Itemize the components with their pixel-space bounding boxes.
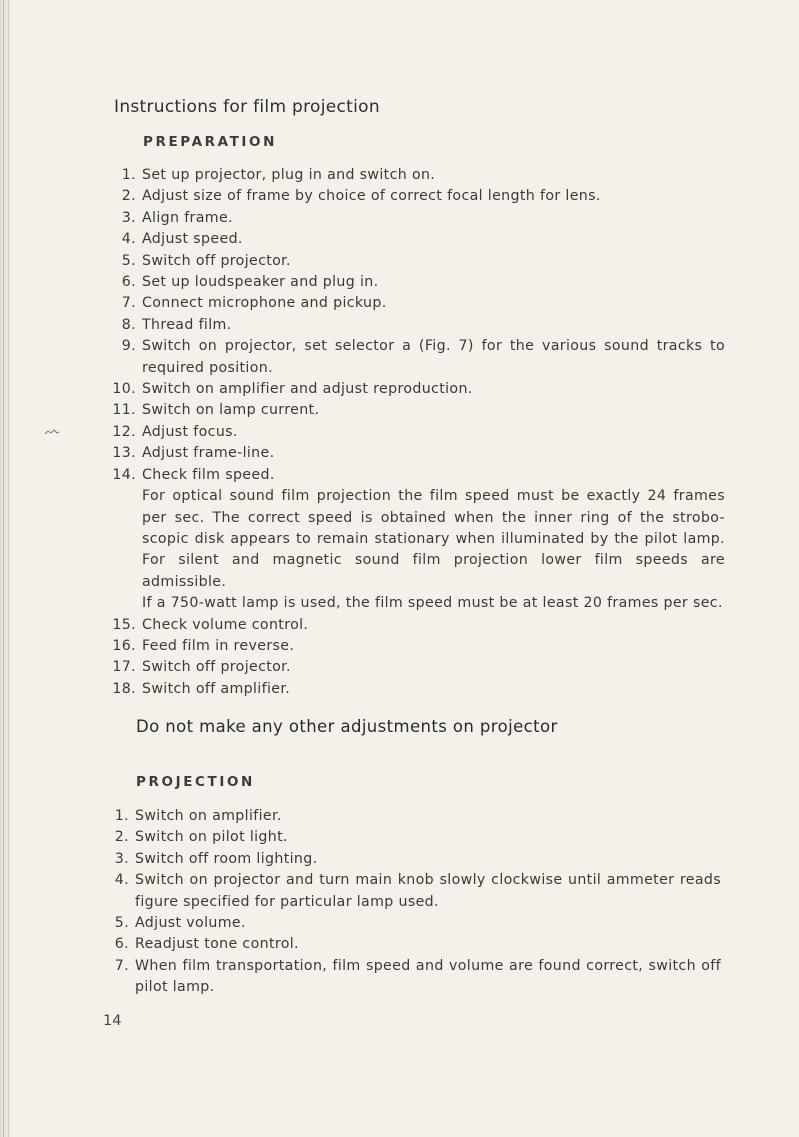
step-number: 4. bbox=[114, 872, 129, 889]
list-item bbox=[104, 251, 725, 272]
step-number: 5. bbox=[114, 915, 129, 932]
list-item bbox=[104, 208, 725, 229]
step-text: Adjust frame-line. bbox=[142, 445, 275, 462]
step-number: 10. bbox=[112, 381, 136, 398]
list-item bbox=[104, 336, 725, 379]
step-text: Connect microphone and pickup. bbox=[142, 295, 387, 312]
step-text: Check volume control. bbox=[142, 616, 309, 633]
step-number: 1. bbox=[114, 808, 129, 824]
step-number: 16. bbox=[112, 637, 136, 654]
list-item bbox=[104, 636, 725, 657]
list-item bbox=[104, 229, 725, 250]
step-text: Adjust volume. bbox=[135, 915, 246, 932]
step-number: 2. bbox=[121, 188, 136, 205]
list-item bbox=[97, 934, 721, 955]
list-item bbox=[97, 849, 721, 870]
step-number: 12. bbox=[112, 423, 136, 440]
step-number: 14. bbox=[112, 466, 136, 483]
step-text: Readjust tone control. bbox=[135, 936, 299, 953]
list-item bbox=[104, 657, 725, 678]
list-item bbox=[104, 422, 725, 443]
step-text-block bbox=[142, 465, 725, 615]
projection-heading: PROJECTION bbox=[136, 774, 255, 790]
step-number: 7. bbox=[121, 295, 136, 312]
step-text: Check film speed. bbox=[142, 466, 275, 483]
step-number: 6. bbox=[114, 936, 129, 953]
binding-line bbox=[3, 0, 4, 1137]
list-item bbox=[97, 806, 721, 827]
step-number: 5. bbox=[121, 252, 136, 269]
step-number: 3. bbox=[121, 209, 136, 226]
preparation-steps-list bbox=[104, 165, 725, 700]
step-text: Switch off room lighting. bbox=[135, 850, 318, 867]
step-text: Feed film in reverse. bbox=[142, 637, 295, 654]
step-text: Switch on pilot light. bbox=[135, 829, 288, 846]
step-text: Align frame. bbox=[142, 209, 233, 226]
projection-steps-list bbox=[97, 806, 721, 999]
step-number: 3. bbox=[114, 850, 129, 867]
step-number: 7. bbox=[114, 957, 129, 974]
list-item bbox=[97, 913, 721, 934]
list-item bbox=[104, 679, 725, 700]
step-number: 8. bbox=[121, 316, 136, 333]
step-text: Switch off projector. bbox=[142, 659, 291, 676]
step-number: 13. bbox=[112, 445, 136, 462]
list-item bbox=[104, 615, 725, 636]
step-text: Switch off projector. bbox=[142, 252, 291, 269]
list-item bbox=[97, 956, 721, 999]
step-number: 9. bbox=[121, 338, 136, 355]
step-text: Adjust speed. bbox=[142, 231, 243, 248]
step-text: Set up loudspeaker and plug in. bbox=[142, 274, 379, 291]
step-number: 18. bbox=[112, 680, 136, 697]
binding-line bbox=[8, 0, 9, 1137]
step-text: Set up projector, plug in and switch on. bbox=[142, 167, 436, 183]
ink-smudge-mark bbox=[44, 428, 60, 436]
step-number: 11. bbox=[112, 402, 136, 419]
step-text: Switch on projector, set selector a (Fig. 7) for the various sound tracks to required position. bbox=[142, 338, 725, 376]
list-item bbox=[104, 293, 725, 314]
list-item bbox=[104, 379, 725, 400]
list-item bbox=[97, 827, 721, 848]
step-text: Adjust focus. bbox=[142, 423, 238, 440]
list-item bbox=[97, 870, 721, 913]
page-number: 14 bbox=[103, 1013, 122, 1029]
step-number: 1. bbox=[121, 167, 136, 183]
list-item bbox=[104, 315, 725, 336]
preparation-heading: PREPARATION bbox=[143, 134, 278, 150]
step-text: Adjust size of frame by choice of correct focal length for lens. bbox=[142, 188, 601, 205]
list-item bbox=[104, 272, 725, 293]
step-number: 4. bbox=[121, 231, 136, 248]
warning-heading: Do not make any other adjustments on projector bbox=[136, 717, 558, 736]
speed-note-paragraph: For optical sound film projection the film speed must be exactly 24 frames per sec. The correct speed is obtained when the inner ring of the strobo-scopic disk appears to remain stationary when illuminated by the pilot lamp. For silent and magnetic sound film projection lower film speeds are admissible. bbox=[142, 488, 725, 590]
page-title: Instructions for film projection bbox=[114, 97, 380, 117]
step-text: Switch on amplifier. bbox=[135, 808, 282, 824]
step-number: 15. bbox=[112, 616, 136, 633]
list-item bbox=[104, 186, 725, 207]
step-number: 17. bbox=[112, 659, 136, 676]
list-item bbox=[104, 443, 725, 464]
step-text: Switch off amplifier. bbox=[142, 680, 291, 697]
step-number: 6. bbox=[121, 274, 136, 291]
step-text: Switch on lamp current. bbox=[142, 402, 320, 419]
step-number: 2. bbox=[114, 829, 129, 846]
list-item bbox=[104, 165, 725, 186]
step-text: Switch on amplifier and adjust reproduction. bbox=[142, 381, 473, 398]
step-text: When film transportation, film speed and volume are found correct, switch off pilot lamp. bbox=[135, 957, 721, 996]
step-text: Switch on projector and turn main knob slowly clockwise until ammeter reads figure specified for particular lamp used. bbox=[135, 872, 721, 910]
step-text: Thread film. bbox=[142, 316, 232, 333]
list-item bbox=[104, 400, 725, 421]
list-item bbox=[104, 465, 725, 615]
lamp-note-paragraph: If a 750-watt lamp is used, the film speed must be at least 20 frames per sec. bbox=[142, 595, 723, 612]
